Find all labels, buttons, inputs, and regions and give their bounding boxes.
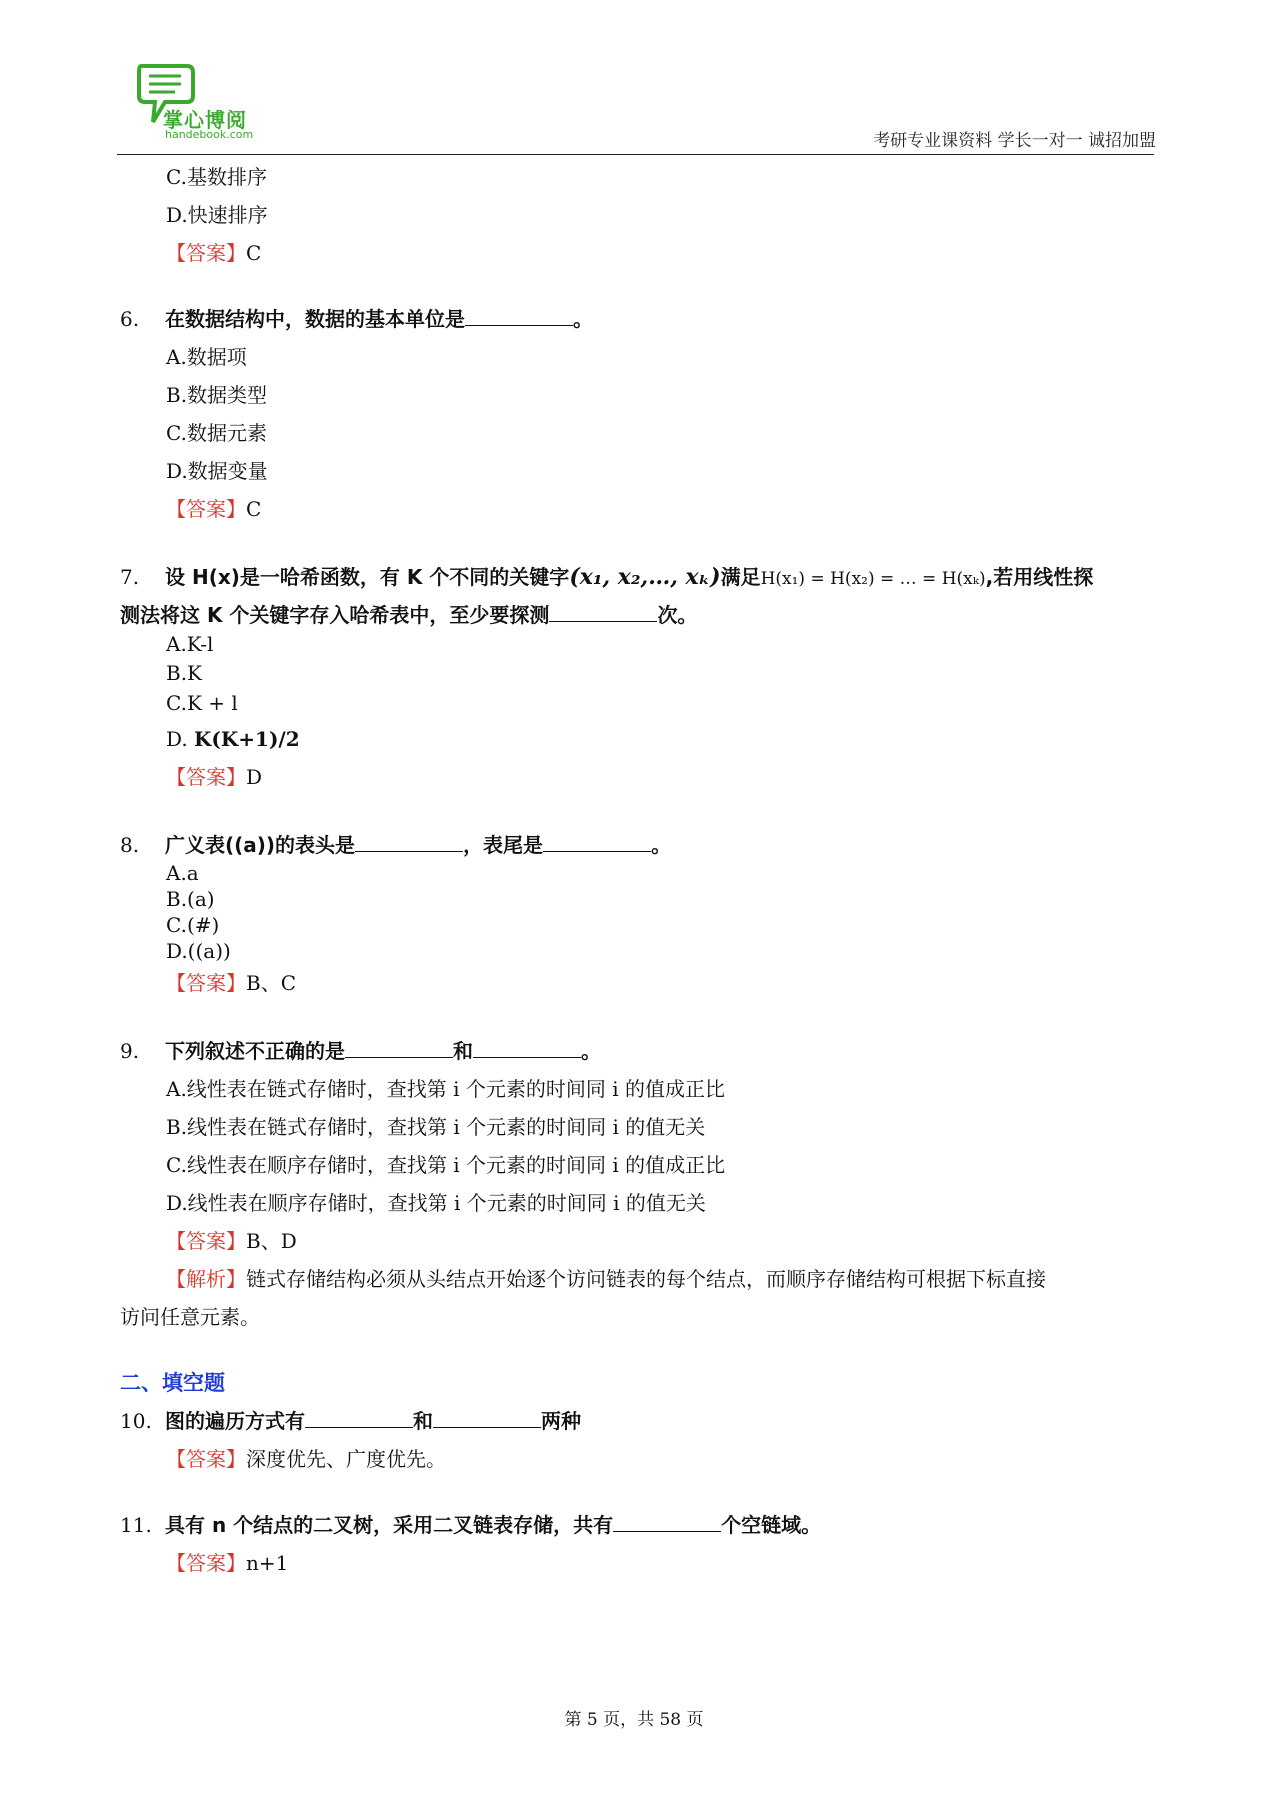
q10-stem: [120, 1409, 581, 1433]
q7-option-d: [166, 727, 300, 751]
key-set: (x₁, x₂,…, xₖ): [569, 564, 721, 590]
answer-label: 【答案】: [166, 971, 246, 995]
logo-text: 掌心博阅: [163, 108, 247, 132]
q11-answer: [166, 1551, 288, 1575]
question-text: 测法将这 K 个关键字存入哈希表中，至少要探测: [120, 603, 550, 627]
q8-option-b: B.(a): [166, 887, 215, 911]
question-text: 具有 n 个结点的二叉树，采用二叉链表存储，共有: [165, 1513, 614, 1537]
q7-option-c: C.K + l: [166, 691, 238, 715]
q9-option-c: C.线性表在顺序存储时，查找第 i 个元素的时间同 i 的值成正比: [166, 1153, 726, 1177]
question-end: 两种: [541, 1409, 581, 1433]
q6-option-b: B.数据类型: [166, 383, 268, 407]
q7-option-a: A.K-l: [166, 632, 214, 656]
question-number: 10.: [120, 1409, 152, 1433]
q6-answer: [166, 497, 261, 521]
header-divider: [117, 154, 1154, 155]
q6-option-d: D.数据变量: [166, 459, 268, 483]
question-text: 广义表((a))的表头是: [165, 833, 356, 857]
fill-blank: [305, 1409, 413, 1428]
page-number: 第 5 页，共 58 页: [564, 1710, 704, 1730]
analysis-label: 【解析】: [166, 1267, 246, 1291]
q5-option-c: C.基数排序: [166, 165, 267, 189]
answer-label: 【答案】: [166, 1229, 246, 1253]
question-number: 9.: [120, 1039, 140, 1063]
answer-label: 【答案】: [166, 497, 246, 521]
q8-answer: [166, 971, 296, 995]
answer-value: D: [246, 765, 263, 789]
fill-blank: [473, 1039, 581, 1058]
hash-condition: H(x₁) = H(x₂) = … = H(xₖ): [760, 569, 986, 589]
q8-option-a: A.a: [166, 861, 199, 885]
question-text: 和: [453, 1039, 473, 1063]
fill-blank: [549, 603, 657, 622]
q9-analysis-line2: 访问任意元素。: [120, 1305, 260, 1329]
q9-stem: [120, 1039, 601, 1063]
answer-label: 【答案】: [166, 1551, 246, 1575]
q9-answer: [166, 1229, 297, 1253]
question-number: 6.: [120, 307, 140, 331]
fill-blank: [355, 833, 463, 852]
answer-label: 【答案】: [166, 1447, 246, 1471]
analysis-text: 链式存储结构必须从头结点开始逐个访问链表的每个结点，而顺序存储结构可根据下标直接: [246, 1267, 1046, 1291]
fill-blank: [543, 833, 651, 852]
answer-label: 【答案】: [166, 241, 246, 265]
header-tagline: 考研专业课资料 学长一对一 诚招加盟: [873, 131, 1156, 151]
question-text: 在数据结构中，数据的基本单位是: [165, 307, 465, 331]
q7-stem-line1: [120, 565, 1093, 591]
section-title: 二、填空题: [120, 1371, 225, 1395]
q7-option-b: B.K: [166, 661, 202, 685]
q8-stem: [120, 833, 671, 857]
q7-stem-line2: [120, 603, 697, 627]
fill-blank: [433, 1409, 541, 1428]
question-text: 图的遍历方式有: [165, 1409, 305, 1433]
q6-stem: [120, 307, 593, 331]
answer-value: C: [246, 497, 262, 521]
q9-option-b: B.线性表在链式存储时，查找第 i 个元素的时间同 i 的值无关: [166, 1115, 706, 1139]
fill-blank: [345, 1039, 453, 1058]
q7-answer: [166, 765, 262, 789]
q9-option-a: A.线性表在链式存储时，查找第 i 个元素的时间同 i 的值成正比: [166, 1077, 726, 1101]
question-text: 满足: [720, 565, 761, 589]
question-number: 8.: [120, 833, 140, 857]
q9-analysis-line1: [166, 1267, 1046, 1291]
q6-option-c: C.数据元素: [166, 421, 267, 445]
question-text: 和: [413, 1409, 433, 1433]
q10-answer: [166, 1447, 446, 1471]
answer-value: B、C: [246, 971, 296, 995]
question-end: 。: [651, 833, 672, 857]
answer-label: 【答案】: [166, 765, 246, 789]
question-end: 个空链域。: [721, 1513, 822, 1537]
option-formula: K(K+1)/2: [194, 727, 300, 751]
option-prefix: D.: [166, 727, 188, 751]
q5-answer: [166, 241, 261, 265]
question-text: 下列叙述不正确的是: [165, 1039, 345, 1063]
q9-option-d: D.线性表在顺序存储时，查找第 i 个元素的时间同 i 的值无关: [166, 1191, 706, 1215]
question-text: ，表尾是: [463, 833, 544, 857]
question-text: ,若用线性探: [985, 565, 1094, 589]
answer-value: C: [246, 241, 262, 265]
q6-option-a: A.数据项: [166, 345, 247, 369]
q11-stem: [120, 1513, 821, 1537]
answer-value: 深度优先、广度优先。: [246, 1447, 446, 1471]
question-end: 次。: [657, 603, 698, 627]
answer-value: n+1: [246, 1551, 289, 1575]
q8-option-c: C.(#): [166, 913, 220, 937]
q8-option-d: D.((a)): [166, 939, 231, 963]
question-number: 7.: [120, 565, 140, 589]
answer-value: B、D: [246, 1229, 297, 1253]
fill-blank: [465, 307, 573, 326]
q5-option-d: D.快速排序: [166, 203, 268, 227]
question-end: 。: [573, 307, 593, 331]
logo-url: handebook.com: [165, 128, 254, 141]
question-number: 11.: [120, 1513, 152, 1537]
question-text: 设 H(x)是一哈希函数，有 K 个不同的关键字: [165, 565, 570, 589]
fill-blank: [613, 1513, 721, 1532]
question-end: 。: [581, 1039, 601, 1063]
